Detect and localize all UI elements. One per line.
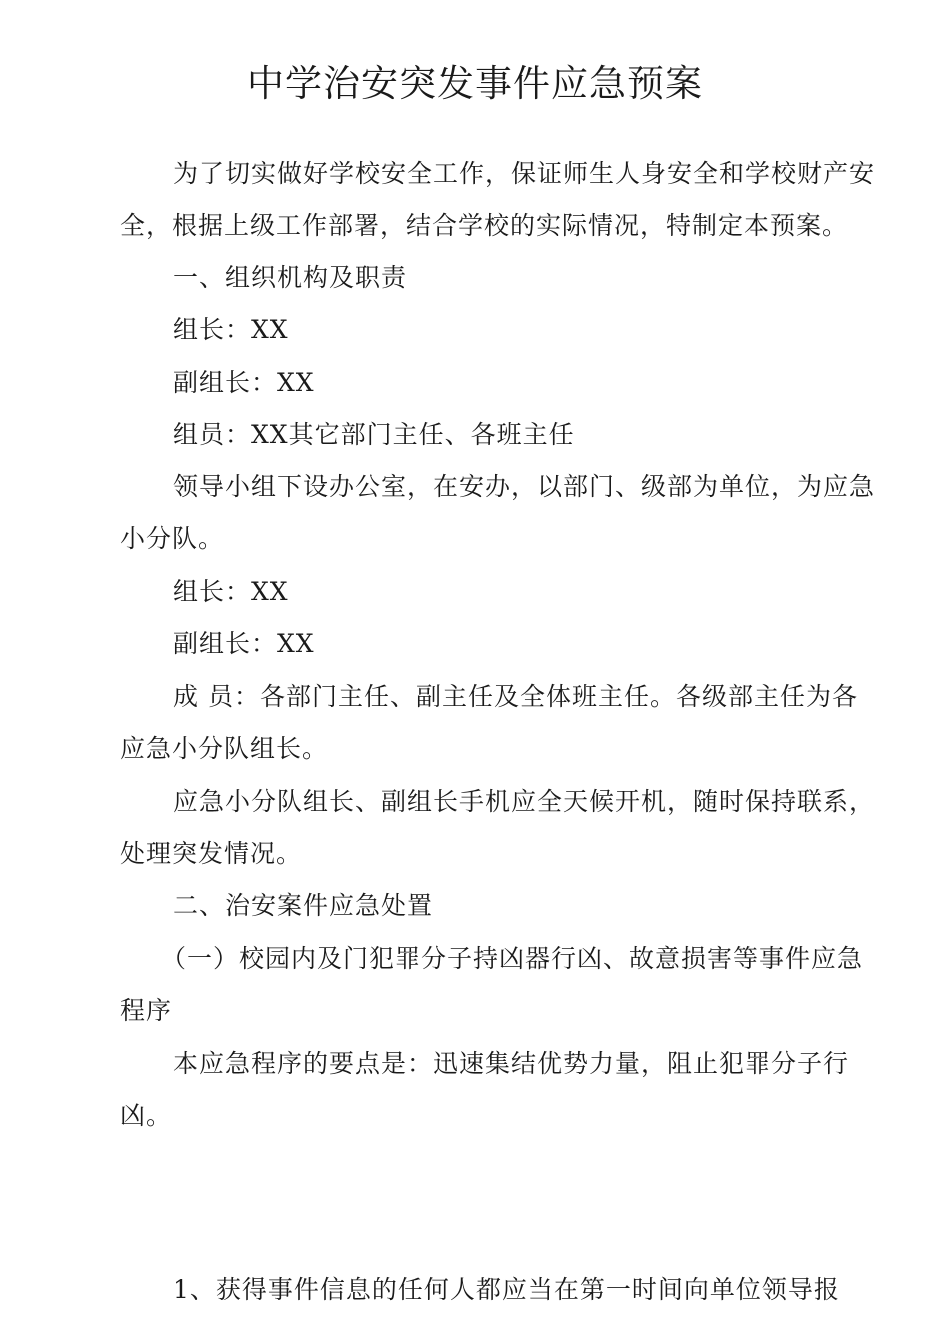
paragraph-step-1 xyxy=(173,1264,850,1316)
paragraph-squad-deputy xyxy=(173,618,850,670)
text-line: 小分队。 xyxy=(120,524,225,553)
paragraph-members xyxy=(173,409,850,461)
section-heading-organization xyxy=(173,252,850,304)
text-line: 组员：XX其它部门主任、各班主任 xyxy=(173,420,575,449)
section-heading-emergency xyxy=(173,880,850,932)
text-line: 为了切实做好学校安全工作，保证师生人身安全和学校财产安 xyxy=(173,159,876,188)
document-title: 中学治安突发事件应急预案 xyxy=(247,62,703,105)
paragraph-procedure-title xyxy=(120,933,864,1037)
text-line: 二、治安案件应急处置 xyxy=(173,891,434,920)
text-line: 组长：XX xyxy=(173,577,289,606)
text-line: 本应急程序的要点是：迅速集结优势力量，阻止犯罪分子行 xyxy=(173,1049,850,1078)
paragraph-deputy-leader xyxy=(173,357,850,409)
text-line: 副组长：XX xyxy=(173,629,315,658)
text-line: 一、组织机构及职责 xyxy=(173,263,408,292)
text-line: 应急小分队组长。 xyxy=(120,734,329,763)
text-line: 成 员：各部门主任、副主任及全体班主任。各级部主任为各 xyxy=(173,682,858,711)
text-line: 1、获得事件信息的任何人都应当在第一时间向单位领导报 xyxy=(173,1275,840,1304)
paragraph-intro xyxy=(120,148,876,252)
paragraph-leader xyxy=(173,304,850,356)
text-line: 全，根据上级工作部署，结合学校的实际情况，特制定本预案。 xyxy=(120,211,849,240)
text-line: （一）校园内及门犯罪分子持凶器行凶、故意损害等事件应急 xyxy=(161,944,864,973)
paragraph-squad-leader xyxy=(173,566,850,618)
paragraph-key-points xyxy=(120,1038,850,1142)
text-line: 副组长：XX xyxy=(173,368,315,397)
text-line: 应急小分队组长、副组长手机应全天候开机，随时保持联系， xyxy=(173,787,876,816)
paragraph-contact xyxy=(120,776,876,880)
text-line: 凶。 xyxy=(120,1101,173,1130)
text-line: 处理突发情况。 xyxy=(120,839,303,868)
text-line: 领导小组下设办公室，在安办，以部门、级部为单位，为应急 xyxy=(173,472,876,501)
paragraph-office xyxy=(120,461,876,565)
text-line: 组长：XX xyxy=(173,315,289,344)
text-line: 程序 xyxy=(120,996,173,1025)
paragraph-squad-members xyxy=(120,671,858,775)
